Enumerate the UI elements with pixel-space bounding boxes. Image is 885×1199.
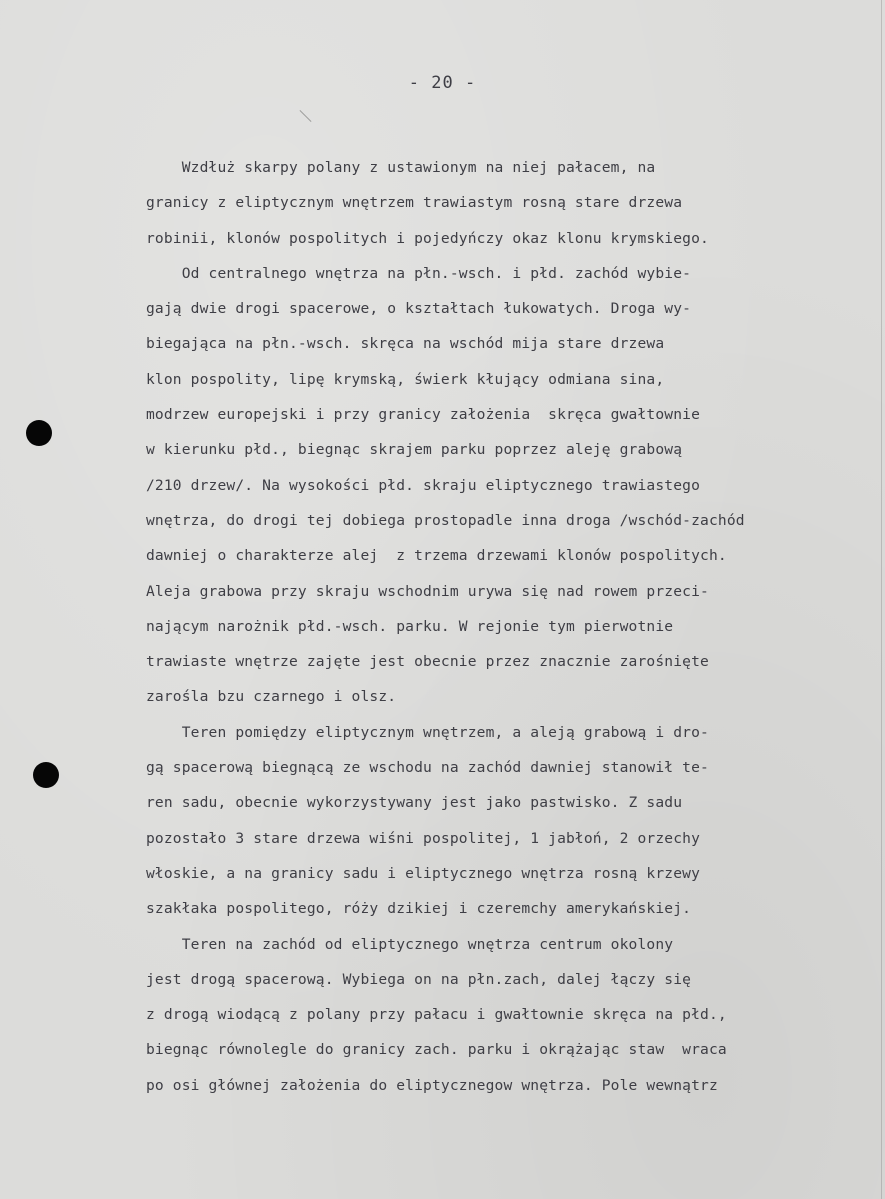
text-line: Teren pomiędzy eliptycznym wnętrzem, a aleją grabową i dro- bbox=[146, 723, 709, 741]
text-line: pozostało 3 stare drzewa wiśni pospolitej, 1 jabłoń, 2 orzechy bbox=[146, 829, 701, 847]
text-line: klon pospolity, lipę krymską, świerk kłujący odmiana sina, bbox=[146, 370, 665, 388]
text-line: szakłaka pospolitego, róży dzikiej i czeremchy amerykańskiej. bbox=[146, 900, 692, 918]
text-line: biegająca na płn.-wsch. skręca na wschód mija stare drzewa bbox=[146, 335, 665, 353]
text-line: nającym narożnik płd.-wsch. parku. W rejonie tym pierwotnie bbox=[146, 617, 674, 635]
text-line: granicy z eliptycznym wnętrzem trawiastym rosną stare drzewa bbox=[146, 194, 683, 212]
text-line: zarośla bzu czarnego i olsz. bbox=[146, 688, 397, 706]
text-line: w kierunku płd., biegnąc skrajem parku poprzez aleję grabową bbox=[146, 441, 683, 459]
text-line: modrzew europejski i przy granicy założenia skręca gwałtownie bbox=[146, 406, 701, 424]
text-line: z drogą wiodącą z polany przy pałacu i gwałtownie skręca na płd., bbox=[146, 1006, 727, 1024]
text-line: wnętrza, do drogi tej dobiega prostopadle inna droga /wschód-zachód bbox=[146, 511, 745, 529]
text-line: /210 drzew/. Na wysokości płd. skraju eliptycznego trawiastego bbox=[146, 476, 701, 494]
text-line: ren sadu, obecnie wykorzystywany jest jako pastwisko. Z sadu bbox=[146, 794, 683, 812]
text-line: Teren na zachód od eliptycznego wnętrza centrum okolony bbox=[146, 935, 674, 953]
text-line: dawniej o charakterze alej z trzema drzewami klonów pospolitych. bbox=[146, 547, 727, 565]
body-text bbox=[146, 150, 881, 1103]
text-line: trawiaste wnętrze zajęte jest obecnie przez znacznie zarośnięte bbox=[146, 653, 709, 671]
pen-mark bbox=[299, 110, 311, 122]
text-line: Aleja grabowa przy skraju wschodnim urywa się nad rowem przeci- bbox=[146, 582, 709, 600]
text-line: po osi głównej założenia do eliptycznegow wnętrza. Pole wewnątrz bbox=[146, 1076, 718, 1094]
text-line: biegnąc równolegle do granicy zach. parku i okrążając staw wraca bbox=[146, 1041, 727, 1059]
text-line: robinii, klonów pospolitych i pojedyńczy okaz klonu krymskiego. bbox=[146, 229, 709, 247]
punch-hole-bottom bbox=[33, 762, 59, 788]
text-line: Od centralnego wnętrza na płn.-wsch. i płd. zachód wybie- bbox=[146, 264, 692, 282]
text-line: Wzdłuż skarpy polany z ustawionym na niej pałacem, na bbox=[146, 159, 656, 176]
punch-hole-top bbox=[26, 420, 52, 446]
text-line: gą spacerową biegnącą ze wschodu na zachód dawniej stanowił te- bbox=[146, 759, 709, 777]
paper-edge bbox=[881, 0, 882, 1199]
text-line: włoskie, a na granicy sadu i eliptycznego wnętrza rosną krzewy bbox=[146, 864, 701, 882]
text-line: gają dwie drogi spacerowe, o kształtach łukowatych. Droga wy- bbox=[146, 300, 692, 318]
text-line: jest drogą spacerową. Wybiega on na płn.zach, dalej łączy się bbox=[146, 970, 692, 988]
page-number: - 20 - bbox=[408, 73, 477, 93]
